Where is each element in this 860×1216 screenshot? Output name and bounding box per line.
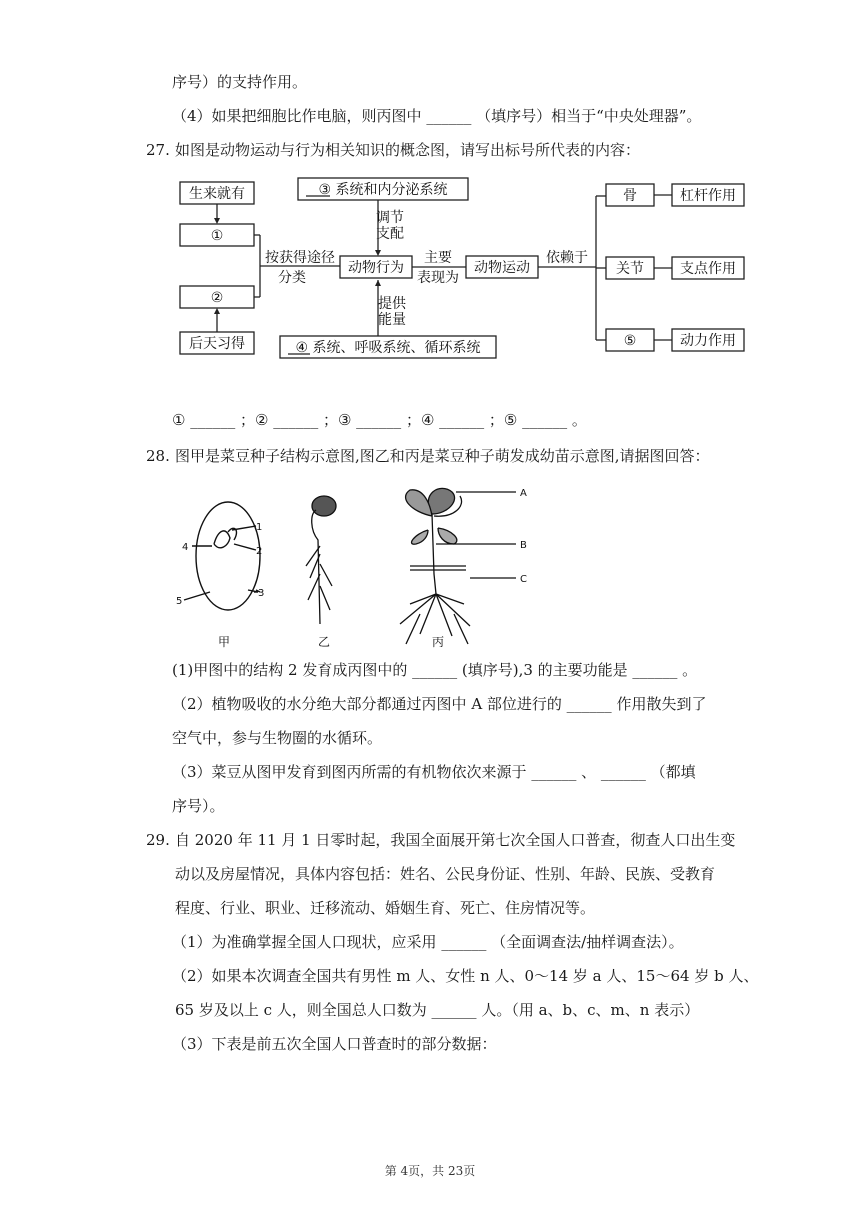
text-line: （2）如果本次调查全国共有男性 m 人、女性 n 人、0～14 岁 a 人、15～64 岁 b 人、 — [172, 967, 759, 985]
page-footer: 第 4页，共 23页 — [384, 1164, 476, 1178]
label-c4: ④ 系统、呼吸系统、循环系统 — [295, 340, 481, 356]
label-depend: 依赖于 — [546, 250, 588, 266]
label-joint: 关节 — [616, 261, 644, 277]
question-29-text: 自 2020 年 11 月 1 日零时起，我国全面展开第七次全国人口普查，彻查人口出生变 — [175, 831, 736, 849]
text-line: 动以及房屋情况，具体内容包括：姓名、公民身份证、性别、年龄、民族、受教育 — [175, 865, 716, 883]
concept-map-27 — [170, 170, 780, 370]
label-learned: 后天习得 — [189, 336, 245, 352]
text-line: （3）菜豆从图甲发育到图丙所需的有机物依次来源于 ______ 、 ______ （都填 — [172, 763, 696, 781]
label-power: 动力作用 — [680, 333, 736, 349]
answer-line-27: ① ______ ；② ______ ；③ ______ ；④ ______ ；⑤ ______ 。 — [172, 411, 587, 429]
label-c3: ③ 系统和内分泌系统 — [318, 182, 448, 198]
text-line: 空气中，参与生物圈的水循环。 — [172, 729, 383, 747]
seedling-yi — [306, 496, 336, 624]
label-bone: 骨 — [623, 188, 637, 204]
label-bing: 丙 — [431, 635, 445, 649]
label-c2: ② — [210, 290, 224, 306]
label-jia: 甲 — [217, 635, 231, 649]
text-line: （4）如果把细胞比作电脑，则丙图中 ______ （填序号）相当于“中央处理器”。 — [172, 107, 702, 125]
text-line: 序号）。 — [172, 797, 225, 815]
text-line: 65 岁及以上 c 人，则全国总人口数为 ______ 人。（用 a、b、c、m、n 表示） — [175, 1001, 700, 1019]
question-number: 28. — [146, 447, 170, 465]
label-n5: 5 — [176, 596, 183, 607]
question-27-text: 如图是动物运动与行为相关知识的概念图，请写出标号所代表的内容： — [175, 141, 641, 159]
label-regulate1: 调节 — [376, 210, 404, 226]
label-B: B — [520, 540, 527, 551]
text-line: （2）植物吸收的水分绝大部分都通过丙图中 A 部位进行的 ______ 作用散失到了 — [172, 695, 707, 713]
text-line: 序号）的支持作用。 — [172, 73, 308, 91]
question-number: 29. — [146, 831, 170, 849]
label-regulate2: 支配 — [376, 226, 404, 242]
label-A: A — [520, 488, 527, 499]
label-main2: 表现为 — [417, 270, 459, 286]
text-line: (1)甲图中的结构 2 发育成丙图中的 ______ (填序号),3 的主要功能是 ______ 。 — [172, 661, 698, 679]
label-innate: 生来就有 — [189, 186, 245, 202]
label-main1: 主要 — [424, 250, 452, 266]
label-yi: 乙 — [317, 635, 331, 649]
label-c1: ① — [210, 228, 224, 244]
label-c5: ⑤ — [623, 333, 637, 349]
label-provide2: 能量 — [378, 312, 406, 328]
text-line: 程度、行业、职业、迁移流动、婚姻生育、死亡、住房情况等。 — [175, 899, 596, 917]
plant-bing — [400, 488, 516, 644]
text-line: （1）为准确掌握全国人口现状，应采用 ______ （全面调查法/抽样调查法）。 — [172, 933, 684, 951]
label-behavior: 动物行为 — [348, 260, 404, 276]
question-28-text: 图甲是菜豆种子结构示意图,图乙和丙是菜豆种子萌发成幼苗示意图,请据图回答： — [175, 447, 710, 465]
label-n4: 4 — [182, 542, 189, 553]
seed-jia — [184, 502, 263, 610]
label-n1: 1 — [256, 522, 263, 533]
label-fulcrum: 支点作用 — [680, 261, 736, 277]
label-movement: 动物运动 — [474, 260, 530, 276]
seed-figure-28 — [170, 474, 570, 652]
label-classify2: 分类 — [278, 270, 306, 286]
text-line: （3）下表是前五次全国人口普查时的部分数据： — [172, 1035, 497, 1053]
label-n3: 3 — [258, 588, 265, 599]
label-classify1: 按获得途径 — [265, 250, 335, 266]
label-lever: 杠杆作用 — [680, 188, 736, 204]
label-C: C — [520, 574, 527, 585]
label-provide1: 提供 — [378, 296, 406, 312]
label-n2: 2 — [256, 546, 263, 557]
question-number: 27. — [146, 141, 170, 159]
